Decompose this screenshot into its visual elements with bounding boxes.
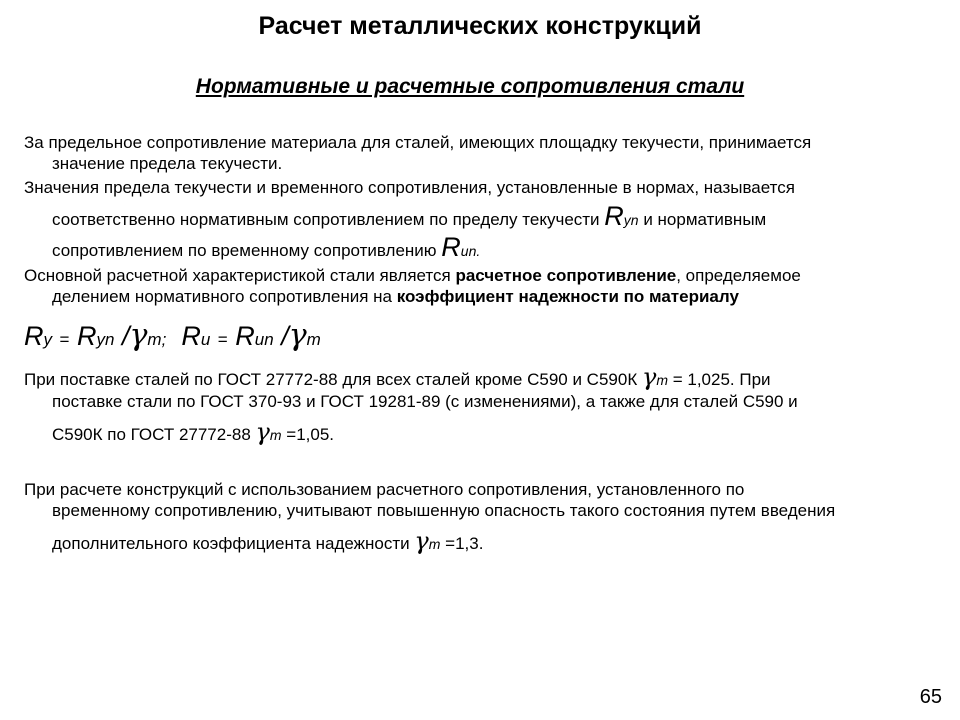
formula-sub-un: un	[254, 330, 274, 349]
paragraph-yield-limit	[24, 132, 924, 174]
p3-line1	[24, 266, 801, 285]
paragraph-design-resistance	[24, 265, 924, 307]
formula-sub-yn: yn	[96, 330, 115, 349]
formula-gamma-2: γ	[288, 318, 307, 353]
p5-line3	[24, 527, 924, 555]
p3-line2-text: делением нормативного сопротивления на	[52, 287, 392, 306]
formula-sub-m-1: m;	[147, 330, 167, 349]
gamma-m-subscript-2: m	[269, 427, 282, 443]
gamma-m-symbol-3: γ	[414, 527, 429, 555]
symbol-R-un: R	[441, 232, 461, 262]
symbol-un-subscript: un.	[460, 243, 481, 259]
p1-line1: За предельное сопротивление материала для сталей, имеющих площадку текучести, принимается	[24, 133, 812, 152]
p4-line1-text: При поставке сталей по ГОСТ 27772-88 для всех сталей кроме С590 и С590К	[24, 370, 638, 389]
p2-line3	[24, 232, 924, 262]
slide-subtitle: Нормативные и расчетные сопротивления стали	[195, 75, 745, 98]
p5-line3-text: дополнительного коэффициента надежности	[52, 534, 410, 553]
p3-line1-text: Основной расчетной характеристикой стали является	[24, 266, 451, 285]
formula-eq-2: =	[217, 330, 228, 349]
formula-sub-m-2: m	[306, 330, 321, 349]
p2-line3-text: сопротивлением по временному сопротивлению	[52, 241, 437, 260]
p5-line3-tail: =1,3.	[445, 534, 484, 553]
paragraph-normative-resistance	[24, 177, 924, 262]
gamma-m-symbol-2: γ	[255, 418, 270, 446]
formula-design-resistance	[24, 318, 321, 353]
symbol-R-yn: R	[604, 201, 624, 231]
formula-slash-2: /	[281, 321, 289, 351]
p2-line2	[24, 201, 924, 231]
formula-sub-y: y	[43, 330, 52, 349]
p4-line3-tail: =1,05.	[286, 425, 335, 444]
paragraph-additional-factor	[24, 479, 924, 555]
p2-line2-tail: и нормативным	[643, 210, 767, 229]
p3-line2	[24, 286, 924, 307]
term-design-resistance: расчетное сопротивление	[455, 266, 677, 285]
formula-R-y: R	[24, 321, 44, 351]
p2-line1: Значения предела текучести и временного сопротивления, установленные в нормах, называется	[24, 178, 795, 197]
gamma-m-subscript-1: m	[656, 372, 668, 388]
formula-R-yn: R	[76, 321, 97, 351]
gamma-m-subscript-3: m	[428, 536, 441, 552]
formula-slash-1: /	[121, 321, 130, 351]
formula-eq-1: =	[59, 330, 70, 349]
p1-line2: значение предела текучести.	[52, 154, 283, 173]
symbol-yn-subscript: yn	[623, 212, 639, 228]
slide-title: Расчет металлических конструкций	[258, 12, 702, 40]
formula-sub-u: u	[200, 330, 211, 349]
formula-R-un: R	[235, 321, 255, 351]
p3-line1-tail: , определяемое	[676, 266, 801, 285]
p4-line3	[24, 418, 924, 446]
paragraph-gost-coefficients	[24, 363, 924, 446]
p5-line1: При расчете конструкций с использованием расчетного сопротивления, установленного по	[24, 480, 745, 499]
p5-line2: временному сопротивлению, учитывают повышенную опасность такого состояния путем введения	[52, 501, 836, 520]
gamma-m-symbol-1: γ	[641, 363, 657, 391]
term-material-reliability-factor: коэффициент надежности по материалу	[396, 287, 739, 306]
p2-line2-text: соответственно нормативным сопротивлением по пределу текучести	[52, 210, 600, 229]
page-number: 65	[919, 686, 942, 708]
p4-line1-tail: = 1,025. При	[672, 370, 771, 389]
p4-line1	[24, 363, 771, 391]
formula-gamma-1: γ	[129, 318, 148, 353]
p4-line2: поставке стали по ГОСТ 370-93 и ГОСТ 19281-89 (с изменениями), а также для сталей С590 и	[52, 392, 798, 411]
formula-R-u: R	[181, 321, 201, 351]
p4-line3-text: С590К по ГОСТ 27772-88	[52, 425, 251, 444]
